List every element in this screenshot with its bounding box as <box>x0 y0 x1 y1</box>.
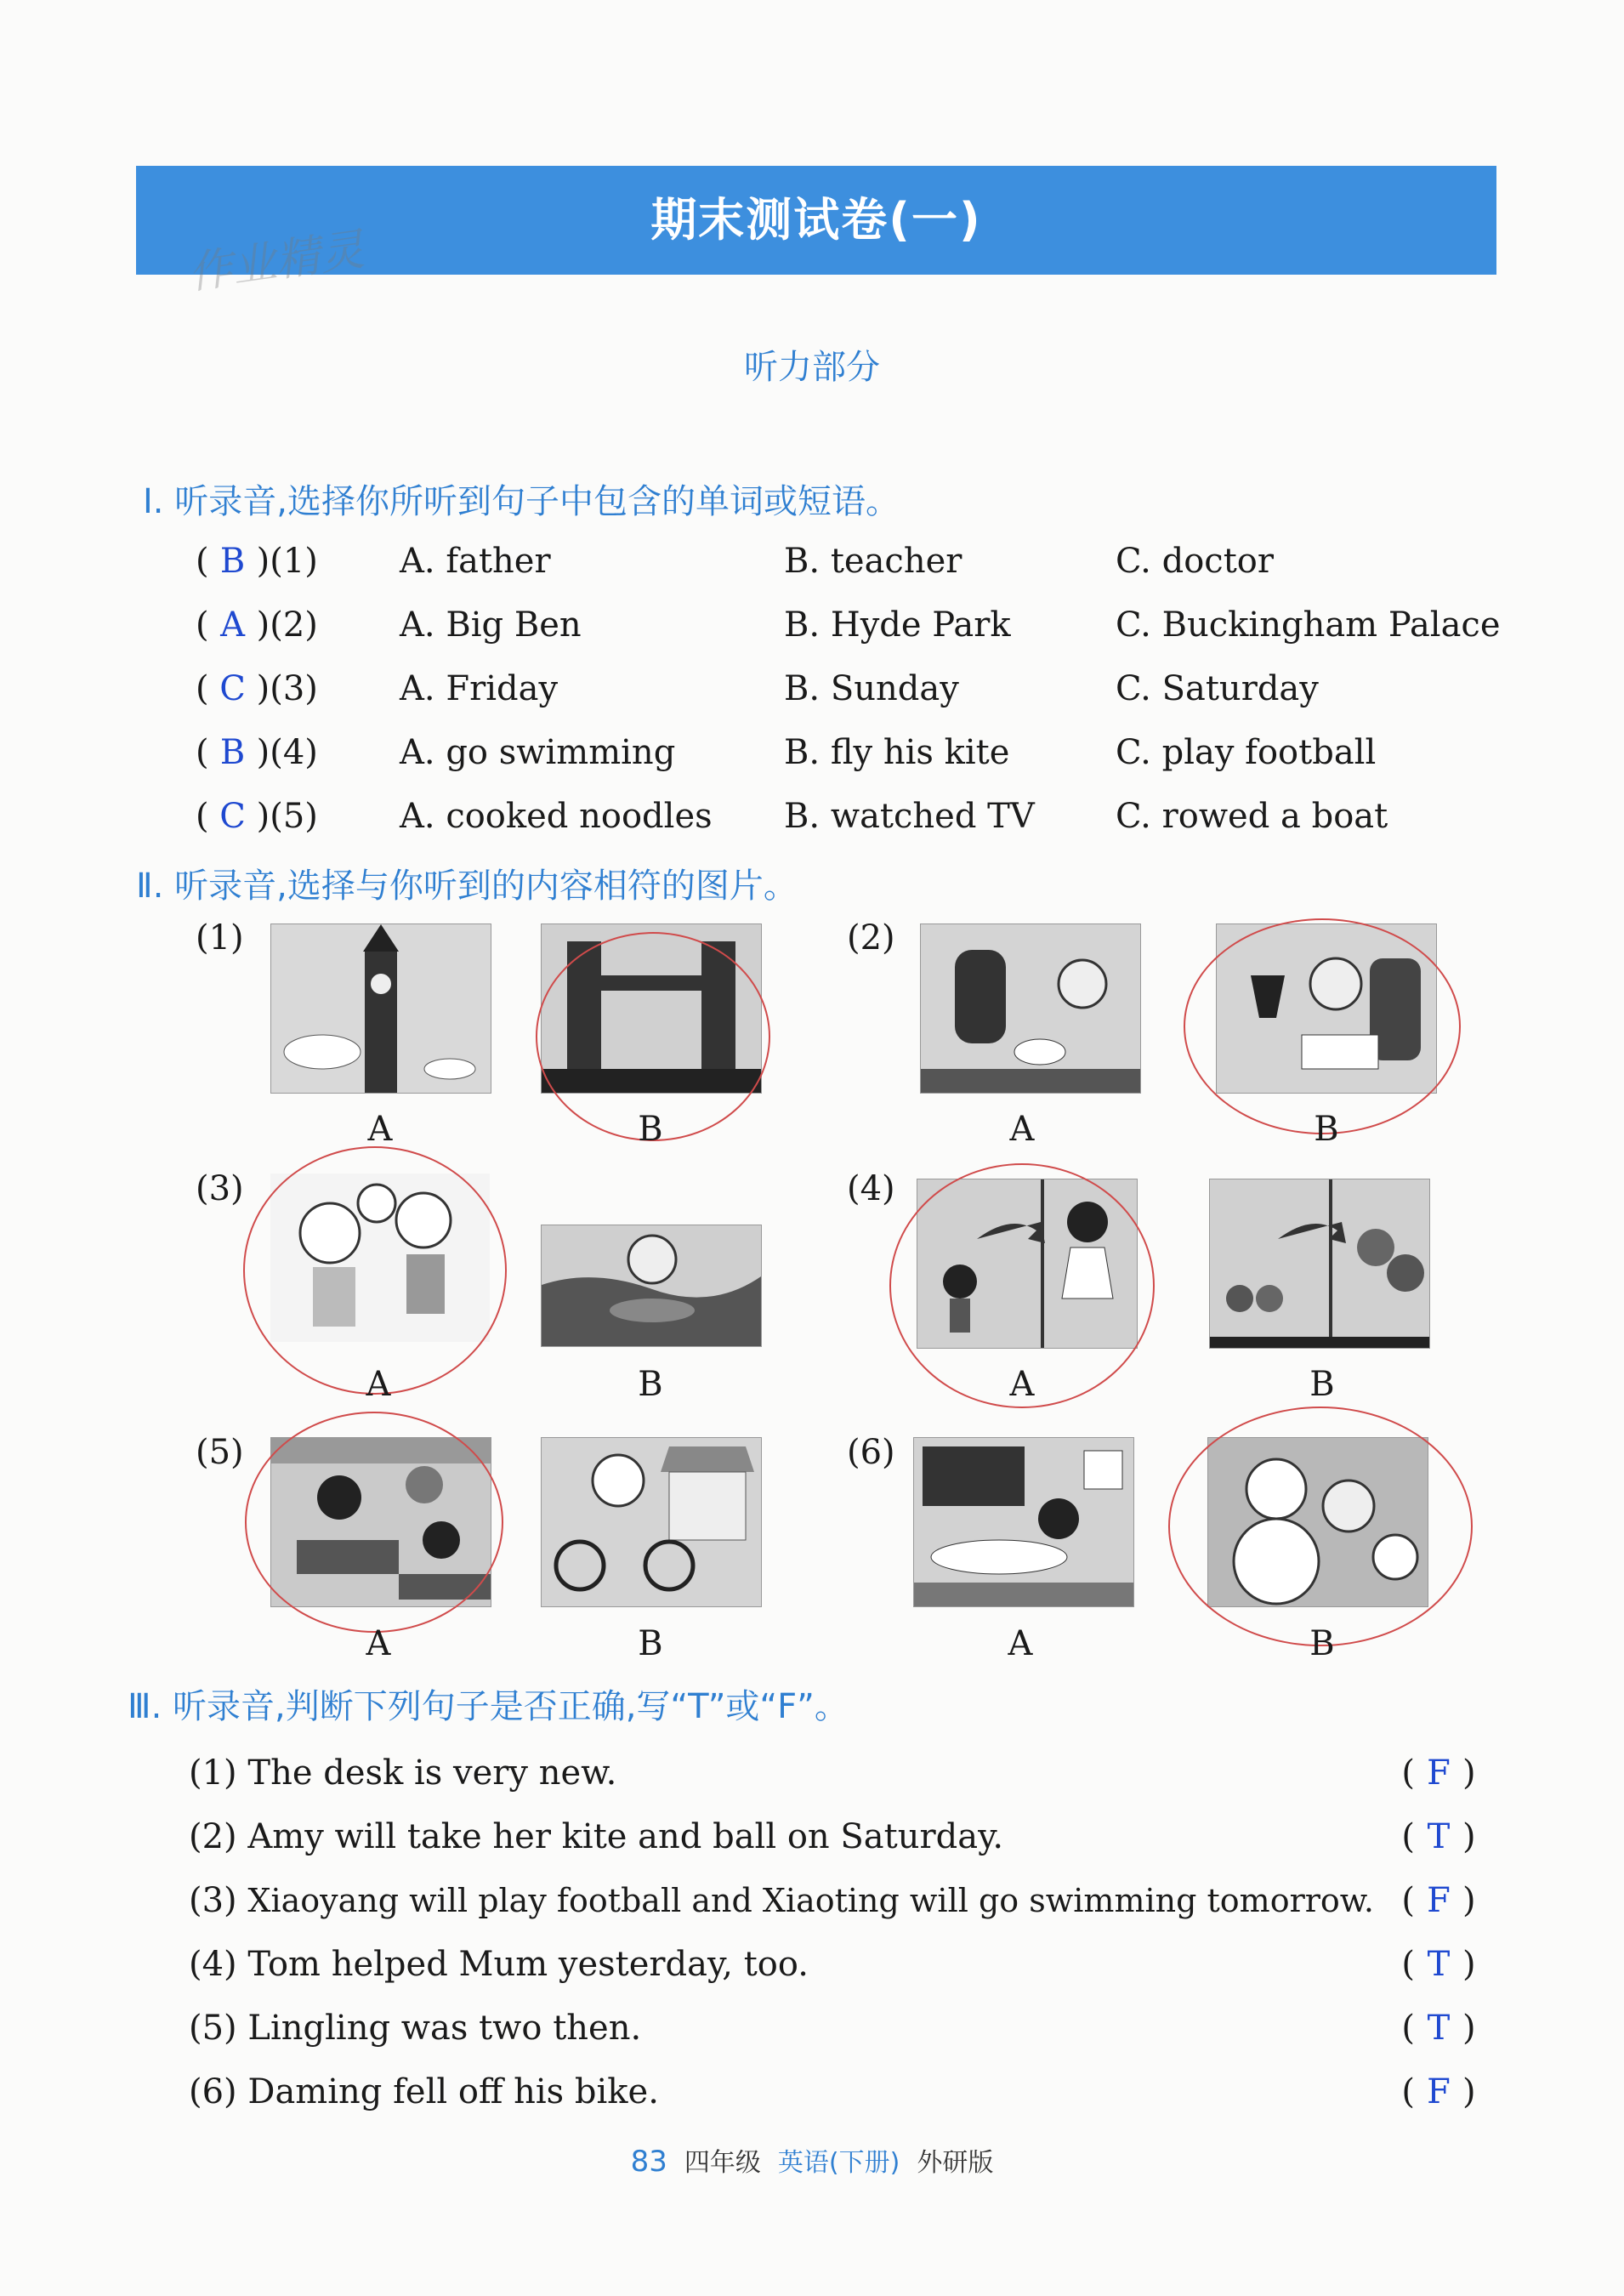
option-c: C. doctor <box>1116 542 1274 581</box>
option-label: A <box>367 1110 393 1149</box>
robot-and-boy-with-cake-picture <box>920 924 1141 1094</box>
item-number: (6) <box>189 2072 237 2111</box>
question-number: (5) <box>270 797 318 836</box>
item-number: (6) <box>847 1433 895 1472</box>
answer-circle <box>243 1146 507 1395</box>
item-number: (3) <box>189 1881 237 1920</box>
answer-circle <box>1168 1407 1473 1646</box>
statement: Tom helped Mum yesterday, too. <box>247 1945 809 1984</box>
answer: T <box>1427 1945 1451 1984</box>
tf-row: (1) The desk is very new. ( F ) <box>189 1748 1498 1799</box>
option-c: C. Saturday <box>1116 669 1319 708</box>
option-a: A. Friday <box>400 669 559 708</box>
kittens-grew-into-cats-picture <box>1209 1179 1430 1349</box>
option-label: B <box>638 1365 663 1404</box>
answer: B <box>219 542 246 581</box>
option-c: C. Buckingham Palace <box>1116 605 1501 645</box>
page-title: 期末测试卷(一) <box>650 193 982 247</box>
answer: B <box>219 733 246 772</box>
question-number: (3) <box>270 669 318 708</box>
item-number: (1) <box>196 918 244 958</box>
page-number: 83 <box>630 2145 667 2179</box>
question-row: ( B )(1) A. father B. teacher C. doctor <box>196 536 1522 587</box>
item-number: (2) <box>189 1817 237 1856</box>
answer: A <box>220 605 246 645</box>
question-number: (2) <box>270 605 318 645</box>
option-b: B. fly his kite <box>784 733 1010 772</box>
item-number: (4) <box>847 1169 895 1208</box>
answer: T <box>1427 1817 1451 1856</box>
option-c: C. rowed a boat <box>1116 797 1388 836</box>
section1-heading: Ⅰ. 听录音,选择你所听到句子中包含的单词或短语。 <box>143 482 900 521</box>
option-a: A. cooked noodles <box>400 797 713 836</box>
page-footer <box>0 2141 1624 2179</box>
option-label: A <box>1009 1110 1035 1149</box>
question-row: ( A )(2) A. Big Ben B. Hyde Park C. Buckingham Palace <box>196 600 1522 651</box>
option-a: A. father <box>400 542 551 581</box>
statement: Daming fell off his bike. <box>247 2072 659 2111</box>
tf-row: (4) Tom helped Mum yesterday, too. ( T ) <box>189 1939 1498 1990</box>
boy-riding-bike-picture <box>541 1437 762 1607</box>
option-c: C. play football <box>1116 733 1377 772</box>
girl-eating-at-table-picture <box>913 1437 1134 1607</box>
answer: F <box>1427 1753 1451 1793</box>
question-row: ( B )(4) A. go swimming B. fly his kite C. play football <box>196 727 1522 778</box>
subject: 英语(下册) <box>777 2148 900 2178</box>
tf-row: (2) Amy will take her kite and ball on Saturday. ( T ) <box>189 1811 1498 1862</box>
statement: Lingling was two then. <box>247 2009 642 2048</box>
option-label: B <box>638 1624 663 1663</box>
option-label: A <box>1008 1624 1033 1663</box>
option-label: B <box>1314 1110 1339 1149</box>
question-row: ( C )(5) A. cooked noodles B. watched TV C. rowed a boat <box>196 791 1522 842</box>
section-subtitle: 听力部分 <box>744 348 880 387</box>
answer: F <box>1427 1881 1451 1920</box>
item-number: (3) <box>196 1169 244 1208</box>
tf-row: (5) Lingling was two then. ( T ) <box>189 2003 1498 2054</box>
watermark: 作业精灵 <box>185 224 367 300</box>
section2-heading: Ⅱ. 听录音,选择与你听到的内容相符的图片。 <box>136 867 798 906</box>
section3-heading: Ⅲ. 听录音,判断下列句子是否正确,写“T”或“F”。 <box>128 1687 849 1726</box>
option-b: B. watched TV <box>784 797 1035 836</box>
statement: Xiaoyang will play football and Xiaoting will go swimming tomorrow. <box>247 1882 1374 1919</box>
answer: C <box>219 669 246 708</box>
item-number: (2) <box>847 918 895 958</box>
girl-swimming-picture <box>541 1225 762 1347</box>
option-a: A. Big Ben <box>400 605 582 645</box>
option-label: A <box>366 1365 391 1404</box>
edition: 外研版 <box>917 2148 994 2178</box>
tf-row: (3) Xiaoyang will play football and Xiaoting will go swimming tomorrow. ( F ) <box>189 1875 1498 1926</box>
answer-circle <box>1184 918 1461 1134</box>
item-number: (1) <box>189 1753 237 1793</box>
option-label: B <box>638 1110 663 1149</box>
big-ben-picture <box>270 924 491 1094</box>
item-number: (4) <box>189 1945 237 1984</box>
answer: F <box>1427 2072 1451 2111</box>
section1-questions <box>196 536 1522 859</box>
statement: The desk is very new. <box>247 1753 617 1793</box>
answer: C <box>219 797 246 836</box>
statement: Amy will take her kite and ball on Saturday. <box>247 1817 1004 1856</box>
tf-row: (6) Daming fell off his bike. ( F ) <box>189 2066 1498 2117</box>
grade: 四年级 <box>684 2148 761 2178</box>
option-label: B <box>1309 1365 1335 1404</box>
question-row: ( C )(3) A. Friday B. Sunday C. Saturday <box>196 663 1522 714</box>
question-number: (1) <box>270 542 318 581</box>
option-label: B <box>1309 1624 1335 1663</box>
option-label: A <box>1009 1365 1035 1404</box>
item-number: (5) <box>189 2009 237 2048</box>
question-number: (4) <box>270 733 318 772</box>
item-number: (5) <box>196 1433 244 1472</box>
answer-circle <box>245 1412 503 1633</box>
option-b: B. teacher <box>784 542 962 581</box>
option-b: B. Sunday <box>784 669 959 708</box>
picture-grid <box>0 918 1624 1667</box>
option-a: A. go swimming <box>400 733 676 772</box>
option-b: B. Hyde Park <box>784 605 1011 645</box>
option-label: A <box>366 1624 391 1663</box>
answer: T <box>1427 2009 1451 2048</box>
